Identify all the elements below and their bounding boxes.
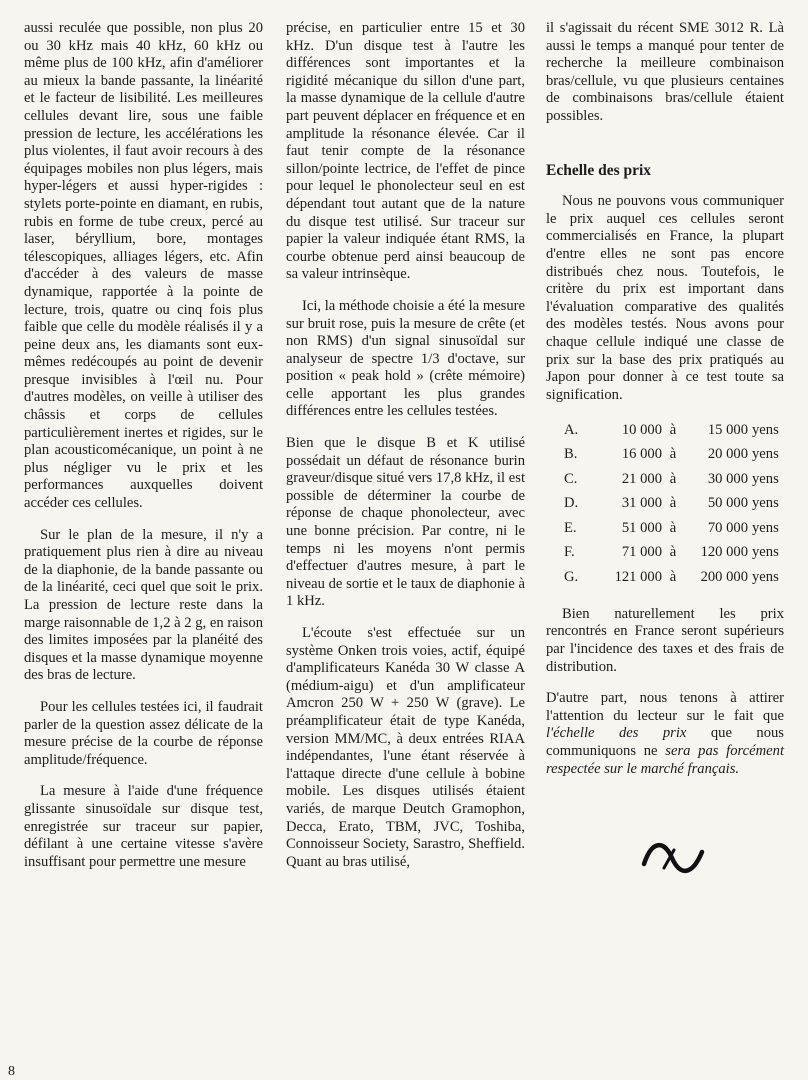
price-from: 16 000	[621, 446, 662, 463]
price-unit: yens	[752, 544, 779, 561]
price-sep: à	[669, 470, 677, 487]
paragraph: Sur le plan de la mesure, il n'y a pratiquement plus rien à dire au niveau de la diaphonie, de la bande passante ou de la linéarité, ceci quel que soit le prix. La pression de lecture reste dans la marge raisonnable de 1,2 à 2 g, en raison des limites imposées par la planéité des disques et la masse dynamique moyenne des bras de lecture.	[24, 526, 263, 684]
price-class-row	[546, 418, 784, 443]
price-to: 15 000	[707, 421, 748, 438]
price-to: 70 000	[707, 519, 748, 536]
price-class-row	[546, 492, 784, 517]
price-class-row	[546, 541, 784, 566]
paragraph: D'autre part, nous tenons à attirer l'attention du lecteur sur le fait que l'échelle des prix que nous communiquons ne sera pas forcément respectée sur le marché français.	[546, 690, 784, 777]
price-from: 51 000	[621, 519, 662, 536]
price-letter: A.	[564, 421, 579, 438]
section-heading: Echelle des prix	[546, 161, 652, 179]
column-1	[24, 20, 263, 885]
price-unit: yens	[752, 495, 779, 512]
price-sep: à	[669, 568, 677, 585]
price-from: 121 000	[614, 568, 662, 585]
price-sep: à	[669, 446, 677, 463]
price-letter: F.	[564, 544, 575, 561]
price-to: 200 000	[700, 568, 748, 585]
emphasis: l'échelle des prix	[546, 725, 687, 742]
price-to: 50 000	[707, 495, 748, 512]
price-letter: D.	[564, 495, 579, 512]
price-class-row	[546, 516, 784, 541]
price-from: 10 000	[621, 421, 662, 438]
price-unit: yens	[752, 470, 779, 487]
price-unit: yens	[752, 446, 779, 463]
price-from: 71 000	[621, 544, 662, 561]
price-from: 21 000	[621, 470, 662, 487]
emphasis: sera pas forcément respectée sur le marché français.	[546, 742, 784, 777]
price-to: 30 000	[707, 470, 748, 487]
price-to: 120 000	[700, 544, 748, 561]
price-letter: C.	[564, 470, 578, 487]
paragraph: Ici, la méthode choisie a été la mesure sur bruit rose, puis la mesure de crête (et non RMS) d'un signal sinusoïdal sur analyseur de spectre 1/3 d'octave, sur position « peak hold » (crête mémoire) celle apportant les plus grandes différences entre les cellules testées.	[286, 297, 525, 420]
price-sep: à	[669, 519, 677, 536]
paragraph: La mesure à l'aide d'une fréquence glissante sinusoïdale sur disque test, enregistrée sur traceur sur papier, défilant à une certaine vitesse s'avère insuffisant pour permettre une mesure	[24, 783, 263, 870]
paragraph: précise, en particulier entre 15 et 30 kHz. D'un disque test à l'autre les différences sont importantes et la rigidité mécanique du sillon d'une part, la masse dynamique de la cellule d'autre part peuvent déplacer en fréquence et en amplitude la résonance élevée. Car il faut tenir compte de la résonance sillon/pointe lectrice, de l'effet de pince pour lequel le phonolecteur seul en est dépendant tout autant que de la nature du disque test utilisé. Sur traceur sur papier la valeur indiquée étant RMS, la courbe obtenue perd ainsi beaucoup de sa valeur intrinsèque.	[286, 20, 525, 283]
price-class-row	[546, 467, 784, 492]
price-sep: à	[669, 495, 677, 512]
price-class-row	[546, 565, 784, 590]
page-number: 8	[8, 1064, 15, 1079]
price-sep: à	[669, 421, 677, 438]
price-letter: E.	[564, 519, 577, 536]
paragraph: Nous ne pouvons vous communiquer le prix auquel ces cellules seront commercialisés en France, la plupart d'entre elles ne sont pas encore distribués chez nous. Toutefois, le critère du prix est important dans l'évaluation comparative des qualités des modèles testés. Nous avons pour chaque cellule indiqué une classe de prix sur la base des prix pratiqués au Japon pour donner à ce test toute sa signification.	[546, 193, 784, 403]
paragraph: Pour les cellules testées ici, il faudrait parler de la question assez délicate de la mesure précise de la courbe de réponse amplitude/fréquence.	[24, 698, 263, 768]
price-unit: yens	[752, 519, 779, 536]
paragraph: L'écoute s'est effectuée sur un système Onken trois voies, actif, équipé d'amplificateurs Kanéda 30 W classe A (médium-aigu) et d'un amplificateur Amcron 250 W + 250 W (grave). Le préamplificateur était de type Kanéda, version MM/MC, à deux entrées RIAA indépendantes, l'une étant réservée à l'attaque directe d'une cellule à bobine mobile. Les disques utilisés étaient variés, de marque Deutch Gramophon, Decca, Erato, TBM, JVC, Toshiba, Connoisseur Society, Sarastro, Sheffield. Quant au bras utilisé,	[286, 625, 525, 870]
price-letter: G.	[564, 568, 579, 585]
price-class-row	[546, 443, 784, 468]
price-scale-list	[546, 418, 784, 590]
column-2	[286, 20, 525, 885]
price-sep: à	[669, 544, 677, 561]
price-to: 20 000	[707, 446, 748, 463]
paragraph: il s'agissait du récent SME 3012 R. Là aussi le temps a manqué pour tenter de recherche la meilleure combinaison bras/cellule, vu que plusieurs centaines de combinaisons bras/cellule étaient possibles.	[546, 20, 784, 124]
price-unit: yens	[752, 421, 779, 438]
paragraph: aussi reculée que possible, non plus 20 ou 30 kHz mais 40 kHz, 60 kHz ou même plus de 100 kHz, afin d'améliorer au mieux la bande passante, la linéarité et le facteur de lisibilité. Les meilleures cellules devant lire, sous une faible pression de lecture, les accélérations les plus violentes, il faut avoir recours à des équipages mobiles non plus légers, mais hyper-légers et aussi hyper-rigides : stylets porte-pointe en diamant, en rubis, rubis en forme de tube creux, percé au laser, béryllium, bore, montages télescopiques, alliages légers, etc. Afin d'accéder à des valeurs de masse dynamique, rapportée à la pointe de lecture, trois, quatre ou cinq fois plus faible que celle du modèle réalisés il y a peine deux ans, les diamants sont eux-mêmes redécoupés au point de devenir presque invisibles à l'œil nu. Pour d'autres modèles, on veille à utiliser des châssis et corps de cellules particulièrement inertes et rigides, sur le plan acousticomécanique, un point à ne plus négliger vu le prix et les performances auxquelles doivent accéder ces cellules.	[24, 20, 263, 512]
wave-logo-icon	[640, 838, 710, 883]
column-3	[546, 20, 784, 792]
price-from: 31 000	[621, 495, 662, 512]
price-unit: yens	[752, 568, 779, 585]
paragraph: Bien naturellement les prix rencontrés en France seront supérieurs par l'incidence des taxes et des frais de distribution.	[546, 605, 784, 675]
paragraph: Bien que le disque B et K utilisé possédait un défaut de résonance burin graveur/disque situé vers 17,8 kHz, il est possible de déterminer la courbe de réponse de chaque phonolecteur, avec une bonne précision. Par contre, ni le temps ni les moyens n'ont permis d'effectuer d'autres mesure, à part le niveau de sortie et le taux de diaphonie à 1 kHz.	[286, 435, 525, 610]
price-letter: B.	[564, 446, 578, 463]
